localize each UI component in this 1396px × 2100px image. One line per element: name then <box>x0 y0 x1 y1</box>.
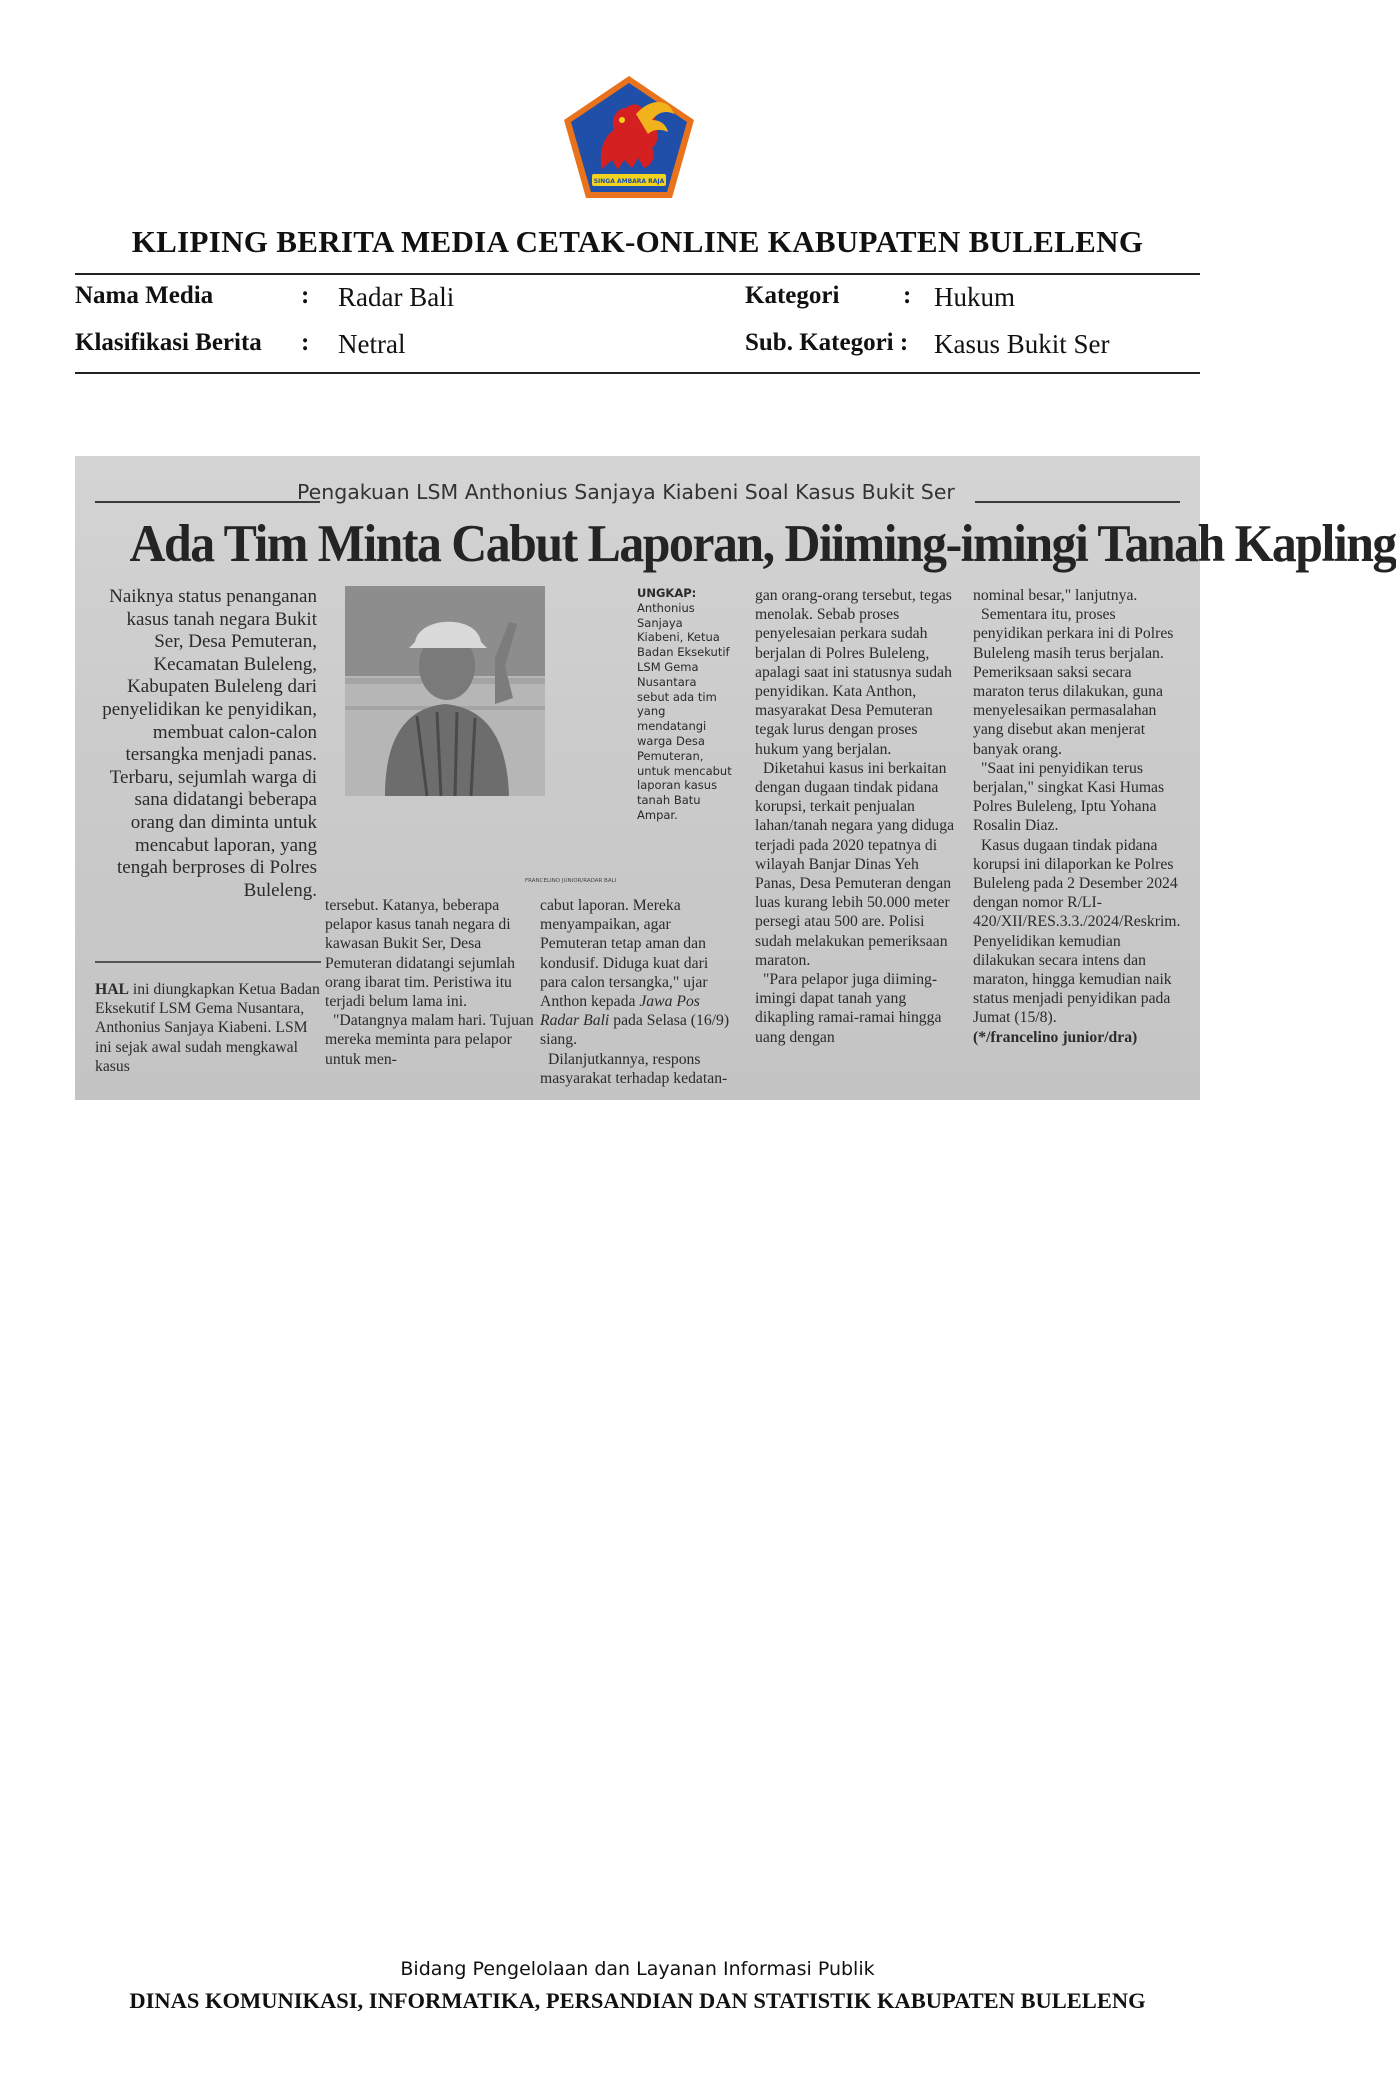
subcategory-label: Sub. Kategori : <box>745 329 909 356</box>
article-headline: Ada Tim Minta Cabut Laporan, Diiming-imingi Tanah Kapling <box>129 515 1396 573</box>
category-separator: : <box>903 282 912 309</box>
column-1-text: ini diungkapkan Ketua Badan Eksekutif LSM Gema Nusantara, Anthonius Sanjaya Kiabeni. LSM ini sejak awal sudah mengkawal kasus <box>95 981 320 1075</box>
header-top-rule <box>75 273 1200 275</box>
document-title: KLIPING BERITA MEDIA CETAK-ONLINE KABUPATEN BULELENG <box>131 224 1144 259</box>
kicker-rule-left <box>95 501 320 503</box>
column-3-continuation: Dilanjutkannya, respons masyarakat terhadap kedatan- <box>540 1050 728 1087</box>
newspaper-name: Jawa Pos Radar Bali <box>540 993 700 1030</box>
classification-label: Klasifikasi Berita <box>75 329 262 356</box>
column-5-para-4: Kasus dugaan tindak pidana korupsi ini dilaporkan ke Polres Buleleng pada 2 Desember 2024 dengan nomor R/LI-420/XII/RES.3.3./2024/Reskrim. Penyelidikan kemudian dilakukan secara intens dan maraton, hingga kemudian naik status menjadi penyidikan pada Jumat (15/8). <box>973 836 1181 1027</box>
caption-label: UNGKAP: <box>637 586 697 600</box>
article-byline: (*/francelino junior/dra) <box>973 1028 1138 1046</box>
article-column-2 <box>325 896 543 1069</box>
media-separator: : <box>301 282 310 309</box>
media-label: Nama Media <box>75 282 214 309</box>
column-5-para-3: "Saat ini penyidikan terus berjalan," singkat Kasi Humas Polres Buleleng, Iptu Yohana Rosalin Diaz. <box>973 759 1165 835</box>
column-4-para-3: "Para pelapor juga diiming-imingi dapat tanah yang dikapling ramai-ramai hingga uang dengan <box>755 971 942 1046</box>
article-column-3 <box>540 896 738 1088</box>
column-3-text: cabut laporan. Mereka menyampaikan, agar Pemuteran tetap aman dan kondusif. Diduga kuat dari para calon tersangka," ujar Anthon kepada <box>540 897 709 1011</box>
column-5-para-2: Sementara itu, proses penyidikan perkara ini di Polres Buleleng masih terus berjalan. Pemeriksaan saksi secara maraton terus dilakukan, guna menyelesaikan permasalahan yang disebut akan menjerat banyak orang. <box>973 606 1174 758</box>
header-bottom-rule <box>75 372 1200 374</box>
footer-agency: DINAS KOMUNIKASI, INFORMATIKA, PERSANDIAN DAN STATISTIK KABUPATEN BULELENG <box>129 1988 1146 2013</box>
article-column-5 <box>973 586 1181 1047</box>
caption-text: Anthonius Sanjaya Kiabeni, Ketua Badan Eksekutif LSM Gema Nusantara sebut ada tim yang mendatangi warga Desa Pemuteran, untuk mencabut laporan kasus tanah Batu Ampar. <box>637 600 732 822</box>
kicker-rule-right <box>975 501 1180 503</box>
column-2-text: tersebut. Katanya, beberapa pelapor kasus tanah negara di kawasan Bukit Ser, Desa Pemuteran didatangi sejumlah orang ibarat tim. Peristiwa itu terjadi belum lama ini. <box>325 897 515 1011</box>
classification-value: Netral <box>338 329 406 359</box>
photo-credit: FRANCELINO JUNIOR/RADAR BALI <box>525 878 617 884</box>
category-value: Hukum <box>934 282 1015 312</box>
column-4-para-2: Diketahui kasus ini berkaitan dengan dugaan tindak pidana korupsi, terkait penjualan lahan/tanah negara yang diduga terjadi pada 2020 tepatnya di wilayah Banjar Dinas Yeh Panas, Desa Pemuteran dengan luas kurang lebih 50.000 meter persegi atau 500 are. Polisi sudah melakukan pemeriksaan maraton. <box>755 759 955 969</box>
article-column-1 <box>95 980 321 1076</box>
column-2-quote: "Datangnya malam hari. Tujuan mereka meminta para pelapor untuk men- <box>325 1012 534 1068</box>
article-lead: Naiknya status penanganan kasus tanah negara Bukit Ser, Desa Pemuteran, Kecamatan Buleleng, Kabupaten Buleleng dari penyelidikan ke penyidikan, membuat calon-calon tersangka menjadi panas. Terbaru, sejumlah warga di sana didatangi beberapa orang dan diminta untuk mencabut laporan, yang tengah berproses di Polres Buleleng. <box>102 586 317 901</box>
column-4-para-1: gan orang-orang tersebut, tegas menolak. Sebab proses penyelesaian perkara sudah berjalan di Polres Buleleng, apalagi saat ini statusnya sudah penyidikan. Kata Anthon, masyarakat Desa Pemuteran tegak lurus dengan proses hukum yang berjalan. <box>755 587 952 758</box>
footer-division: Bidang Pengelolaan dan Layanan Informasi Publik <box>400 1958 875 1980</box>
lead-rule <box>95 961 321 963</box>
article-kicker: Pengakuan LSM Anthonius Sanjaya Kiabeni Soal Kasus Bukit Ser <box>297 480 955 504</box>
subcategory-value: Kasus Bukit Ser <box>934 329 1110 359</box>
column-3-text-end: pada Selasa (16/9) siang. <box>540 1012 730 1049</box>
column-5-para-1: nominal besar," lanjutnya. <box>973 587 1138 604</box>
logo-text: SINGA AMBARA RAJA <box>593 178 665 185</box>
classification-separator: : <box>301 329 310 356</box>
article-column-4 <box>755 586 963 1047</box>
media-value: Radar Bali <box>338 282 455 312</box>
singa-ambara-raja-crest-icon <box>562 74 696 200</box>
dropcap-word: HAL <box>95 981 129 998</box>
newspaper-clipping <box>75 456 1396 1100</box>
photo-caption <box>637 586 732 823</box>
category-label: Kategori <box>745 282 840 309</box>
article-photo <box>345 586 545 796</box>
